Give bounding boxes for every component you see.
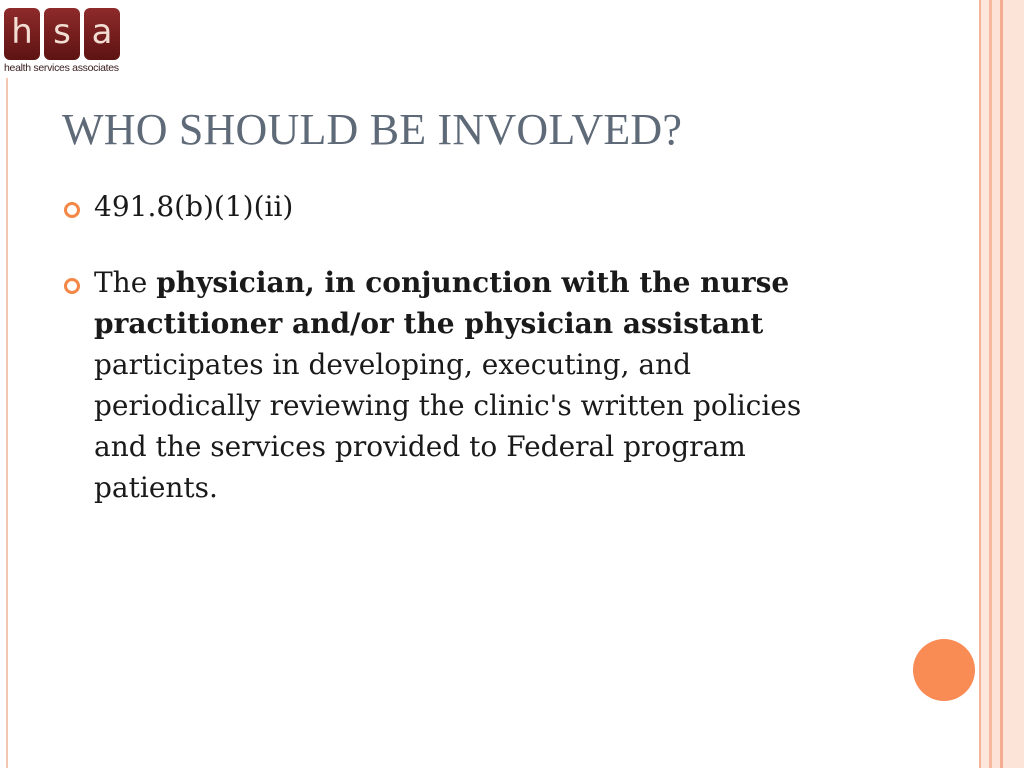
right-stripe <box>981 0 989 768</box>
logo-letter-h: h <box>4 8 40 60</box>
logo-letter-s: s <box>44 8 80 60</box>
bullet-marker-icon <box>64 202 80 218</box>
slide-title: WHO SHOULD BE INVOLVED? <box>62 105 683 154</box>
bullet-list <box>64 186 854 508</box>
right-stripe <box>992 0 1000 768</box>
logo-letter-a: a <box>84 8 120 60</box>
bullet-bold-text: physician, in conjunction with the nurse practitioner and/or the physician assistant <box>94 266 790 340</box>
bullet-marker-icon <box>64 278 80 294</box>
left-border-line <box>6 78 8 768</box>
hsa-logo <box>2 4 124 76</box>
bullet-lead-text: The <box>94 266 157 299</box>
bullet-item <box>64 186 854 227</box>
logo-caption: health services associates <box>4 62 119 74</box>
bullet-item <box>64 262 854 508</box>
decorative-circle <box>913 639 975 701</box>
bullet-rest-text: participates in developing, executing, and periodically reviewing the clinic's written policies and the services provided to Federal program patients. <box>94 348 802 504</box>
right-stripe <box>1003 0 1024 768</box>
bullet-text: 491.8(b)(1)(ii) <box>94 190 294 223</box>
